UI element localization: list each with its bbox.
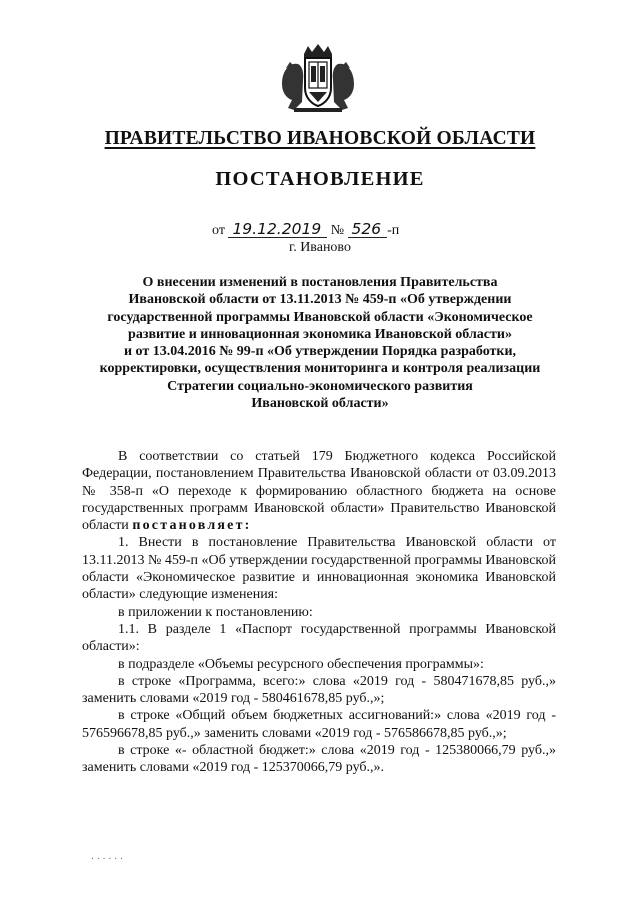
- resolves-keyword: постановляет:: [132, 518, 252, 534]
- body-paragraph: 1.1. В разделе 1 «Паспорт государственной программы Ивановской области»:: [82, 621, 556, 655]
- body-paragraph: в приложении к постановлению:: [118, 604, 313, 620]
- intro-text: В соответствии со статьей 179 Бюджетного кодекса Российской Федерации, постановлением Правительства Ивановской области от 03.09.2013 № 358-п «О переходе к формированию областного бюджета на основе государственных программ Ивановской области» Правительство Ивановской области: [82, 449, 556, 534]
- subject-line: развитие и инновационная экономика Ивановской области»: [128, 326, 512, 342]
- date-value: 19.12.2019: [228, 221, 327, 238]
- number-prefix: №: [330, 223, 345, 238]
- subject-line: и от 13.04.2016 № 99-п «Об утверждении Порядка разработки,: [123, 344, 517, 360]
- document-subject: [90, 274, 550, 412]
- number-value: 526: [348, 221, 388, 238]
- subject-line: государственной программы Ивановской области «Экономическое: [107, 309, 533, 325]
- city-name: г. Иваново: [289, 240, 351, 255]
- subject-line: корректировки, осуществления мониторинга и контроля реализации: [99, 361, 541, 377]
- date-prefix: от: [212, 223, 225, 238]
- document-body: [82, 448, 556, 777]
- subject-line: О внесении изменений в постановления Правительства: [142, 275, 498, 290]
- intro-paragraph: [82, 448, 556, 534]
- body-paragraph: в строке «- областной бюджет:» слова «2019 год - 125380066,79 руб.,» заменить словами «2019 год - 125370066,79 руб.,».: [82, 743, 556, 776]
- number-suffix: -п: [387, 223, 400, 238]
- subject-line: Стратегии социально-экономического развития: [167, 378, 473, 394]
- body-paragraph: в строке «Программа, всего:» слова «2019 год - 580471678,85 руб.,» заменить словами «2019 год - 580461678,85 руб.,»;: [82, 673, 556, 707]
- date-number-row: [212, 221, 399, 239]
- body-paragraph: 1. Внести в постановление Правительства Ивановской области от 13.11.2013 № 459-п «Об утверждении государственной программы Ивановской области «Экономическое развитие и инновационная экономика Ивановской области» следующие изменения:: [82, 535, 556, 603]
- document-type-heading: ПОСТАНОВЛЕНИЕ: [215, 168, 425, 190]
- subject-line: Ивановской области от 13.11.2013 № 459-п «Об утверждении: [128, 292, 512, 308]
- body-paragraph: в строке «Общий объем бюджетных ассигнований:» слова «2019 год - 576596678,85 руб.,» заменить словами «2019 год - 576586678,85 руб.,»;: [82, 708, 556, 741]
- coat-of-arms-emblem: [280, 44, 356, 114]
- government-title: ПРАВИТЕЛЬСТВО ИВАНОВСКОЙ ОБЛАСТИ: [104, 128, 536, 149]
- body-paragraph: в подразделе «Объемы ресурсного обеспечения программы»:: [118, 656, 484, 672]
- subject-line: Ивановской области»: [251, 396, 389, 412]
- footer-mark: ......: [90, 852, 125, 861]
